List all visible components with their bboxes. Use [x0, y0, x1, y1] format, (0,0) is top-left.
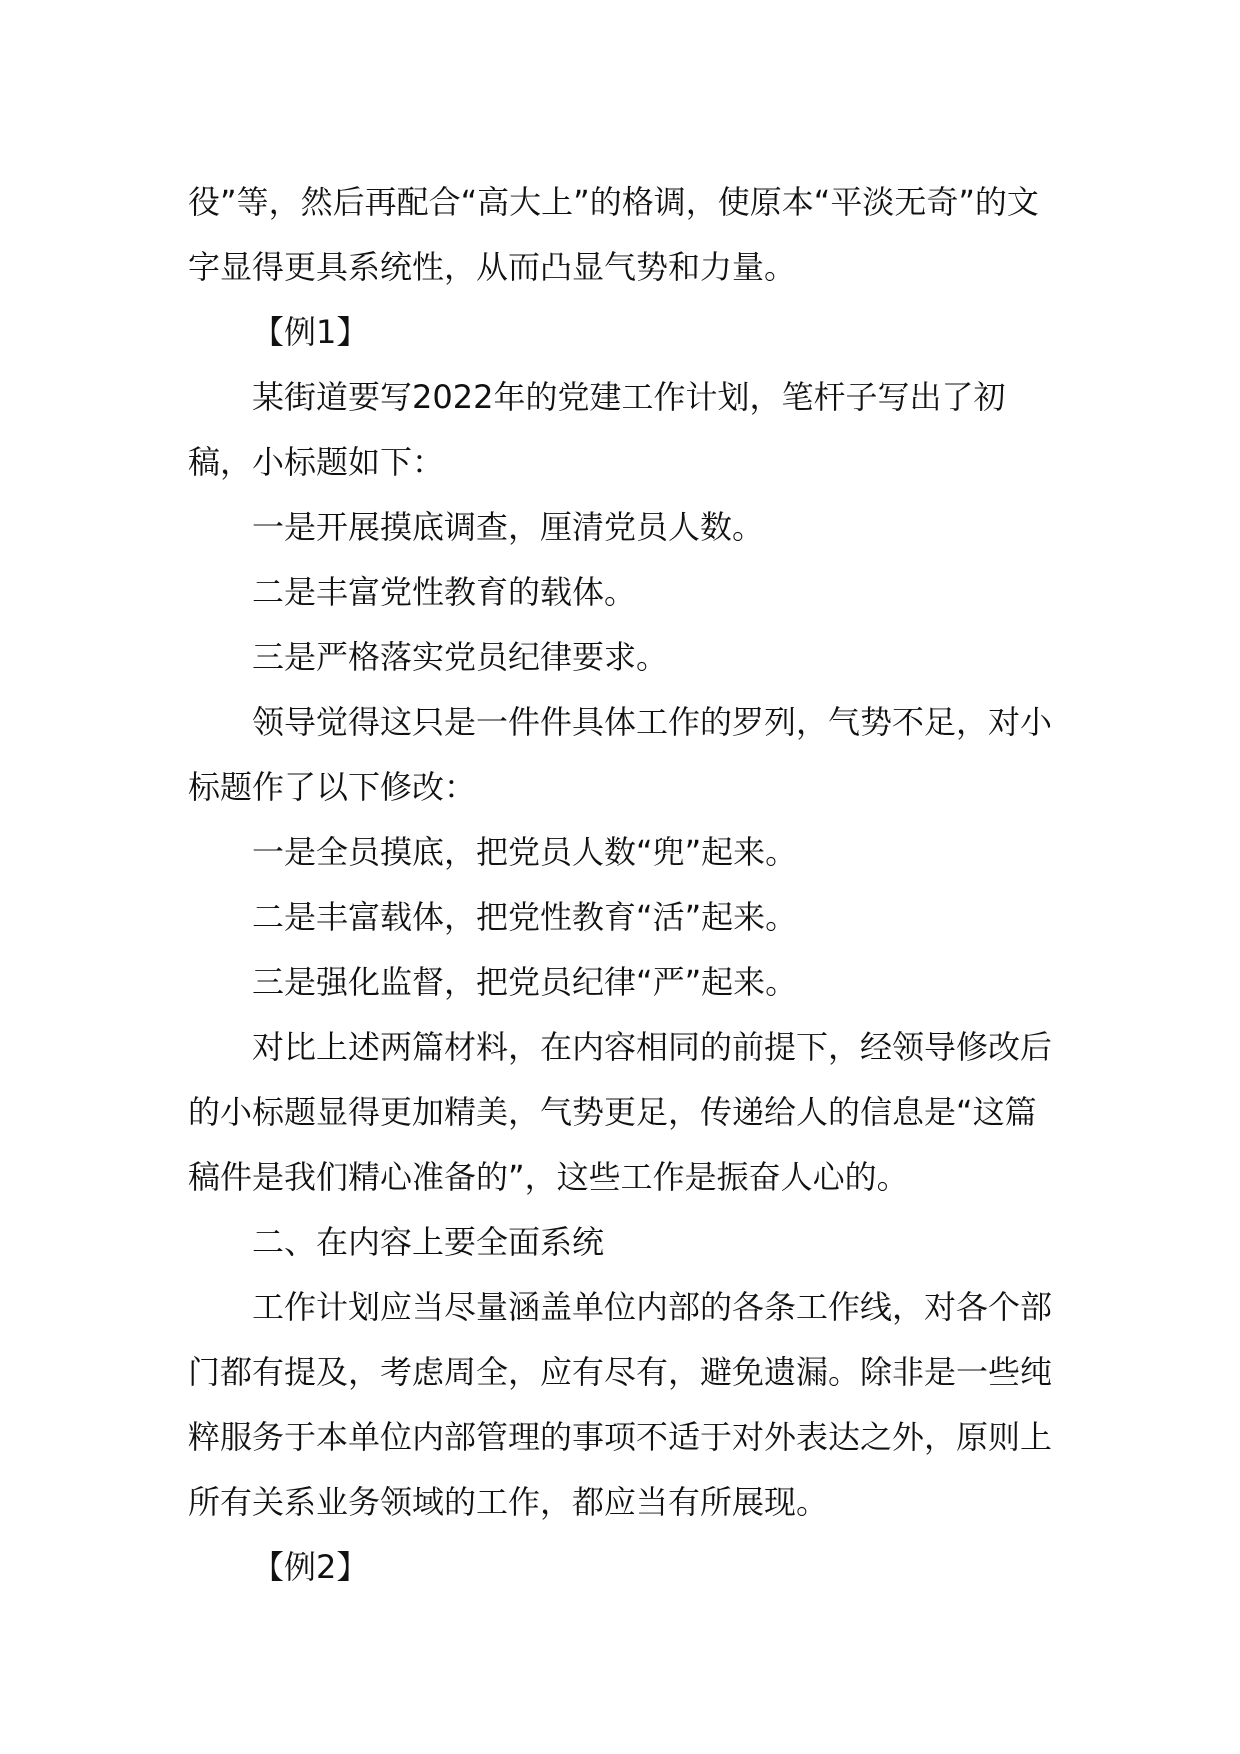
paragraph-revision-intro: 领导觉得这只是一件件具体工作的罗列，气势不足，对小标题作了以下修改： [188, 703, 1053, 806]
draft-heading-3: 三是严格落实党员纪律要求。 [252, 638, 669, 676]
paragraph-section-body: 工作计划应当尽量涵盖单位内部的各条工作线，对各个部门都有提及，考虑周全，应有尽有，避免遗漏。除非是一些纯粹服务于本单位内部管理的事项不适于对外表达之外，原则上所有关系业务领域的工作，都应当有所展现。 [188, 1288, 1053, 1521]
draft-heading-1: 一是开展摸底调查，厘清党员人数。 [252, 508, 765, 546]
paragraph-comparison: 对比上述两篇材料，在内容相同的前提下，经领导修改后的小标题显得更加精美，气势更足，传递给人的信息是“这篇稿件是我们精心准备的”，这些工作是振奋人心的。 [188, 1028, 1053, 1196]
example-label-1: 【例1】 [252, 313, 369, 351]
revised-heading-3: 三是强化监督，把党员纪律“严”起来。 [252, 963, 798, 1001]
section-heading-2: 二、在内容上要全面系统 [252, 1223, 605, 1261]
revised-heading-2: 二是丰富载体，把党性教育“活”起来。 [252, 898, 798, 936]
document-body [188, 170, 1058, 1600]
draft-heading-2: 二是丰富党性教育的载体。 [252, 573, 637, 611]
example-label-2: 【例2】 [252, 1548, 369, 1586]
paragraph-example-intro: 某街道要写2022年的党建工作计划，笔杆子写出了初稿，小标题如下： [188, 378, 1006, 481]
revised-heading-1: 一是全员摸底，把党员人数“兜”起来。 [252, 833, 798, 871]
paragraph-continuation: 役”等，然后再配合“高大上”的格调，使原本“平淡无奇”的文字显得更具系统性，从而凸显气势和力量。 [188, 183, 1039, 286]
